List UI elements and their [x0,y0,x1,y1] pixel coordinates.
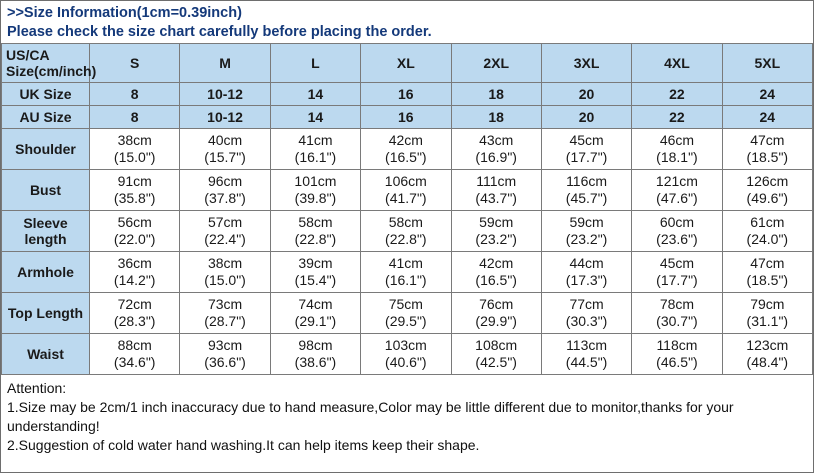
table-row-au-size [2,106,813,129]
value-cm: 121cm [655,173,698,189]
table-header-row-size [2,44,813,83]
value-inch: (16.9") [475,149,517,165]
bust-l [270,170,360,211]
size-header-2xl: 2XL [451,44,541,83]
shoulder-4xl [632,129,722,170]
value-inch: (46.5") [656,354,698,370]
shoulder-5xl [722,129,812,170]
value-inch: (15.7") [204,149,246,165]
waist-xl [361,334,451,375]
shoulder-s [90,129,180,170]
value-cm: 45cm [569,132,604,148]
value-cm: 93cm [207,337,243,353]
attention-block [1,375,813,472]
value-cm: 40cm [207,132,243,148]
bust-xl [361,170,451,211]
value-cm: 38cm [117,132,152,148]
au-size-4xl: 22 [632,106,722,129]
value-inch: (18.1") [656,149,698,165]
bust-m [180,170,270,211]
value-cm: 101cm [294,173,337,189]
value-cm: 123cm [746,337,789,353]
value-cm: 91cm [117,173,152,189]
uk-size-l: 14 [270,83,360,106]
sleeve-length-l [270,211,360,252]
value-inch: (36.6") [204,354,246,370]
value-inch: (22.4") [204,231,246,247]
uk-size-3xl: 20 [541,83,631,106]
measure-label-top-length: Top Length [2,293,90,334]
attention-line-1: 1.Size may be 2cm/1 inch inaccuracy due to hand measure,Color may be little different due to monitor,thanks for your understanding! [7,399,738,434]
value-cm: 36cm [117,255,152,271]
top-length-l [270,293,360,334]
value-inch: (16.5") [475,272,517,288]
top-length-3xl [541,293,631,334]
corner-label-text: US/CA Size(cm/inch) [6,46,97,79]
value-cm: 106cm [384,173,427,189]
waist-l [270,334,360,375]
value-cm: 78cm [659,296,695,312]
value-cm: 43cm [479,132,514,148]
value-cm: 38cm [207,255,243,271]
size-header-3xl: 3XL [541,44,631,83]
shoulder-l [270,129,360,170]
corner-label [2,44,97,83]
value-cm: 108cm [475,337,518,353]
waist-5xl [722,334,812,375]
uk-size-m: 10-12 [180,83,270,106]
size-check-instruction: Please check the size chart carefully before placing the order. [7,24,432,40]
armhole-xl [361,252,451,293]
shoulder-2xl [451,129,541,170]
value-cm: 96cm [207,173,243,189]
value-inch: (44.5") [565,354,608,370]
uk-size-4xl: 22 [632,83,722,106]
value-inch: (22.0") [113,231,156,247]
value-cm: 47cm [750,255,785,271]
bust-s [90,170,180,211]
value-inch: (35.8") [113,190,156,206]
value-cm: 46cm [659,132,695,148]
sleeve-length-m [180,211,270,252]
sleeve-length-4xl [632,211,722,252]
au-size-l: 14 [270,106,360,129]
value-cm: 44cm [569,255,604,271]
value-inch: (29.9") [475,313,517,329]
sleeve-length-s [90,211,180,252]
sleeve-length-2xl [451,211,541,252]
table-row-uk-size [2,83,813,106]
waist-m [180,334,270,375]
value-inch: (41.7") [385,190,427,206]
value-cm: 61cm [750,214,785,230]
shoulder-xl [361,129,451,170]
value-cm: 41cm [388,255,423,271]
value-inch: (40.6") [385,354,427,370]
armhole-3xl [541,252,631,293]
value-inch: (23.2") [475,231,517,247]
waist-2xl [451,334,541,375]
value-cm: 56cm [117,214,152,230]
bust-4xl [632,170,722,211]
size-information-heading: >>Size Information(1cm=0.39inch) [7,5,242,21]
table-row [2,170,813,211]
sleeve-length-3xl [541,211,631,252]
value-inch: (29.5") [385,313,427,329]
size-header-xl: XL [361,44,451,83]
table-row [2,252,813,293]
value-inch: (23.2") [565,231,608,247]
value-inch: (48.4") [746,354,789,370]
value-inch: (38.6") [294,354,337,370]
value-inch: (17.3") [565,272,608,288]
value-inch: (42.5") [475,354,517,370]
shoulder-m [180,129,270,170]
value-cm: 58cm [298,214,333,230]
waist-3xl [541,334,631,375]
value-inch: (18.5") [746,272,789,288]
value-cm: 98cm [298,337,333,353]
value-cm: 116cm [566,173,608,189]
table-row [2,129,813,170]
value-inch: (17.7") [656,272,698,288]
value-cm: 39cm [298,255,333,271]
armhole-m [180,252,270,293]
size-header-l: L [270,44,360,83]
uk-size-5xl: 24 [722,83,812,106]
au-size-label: AU Size [2,106,90,129]
value-cm: 118cm [656,337,698,353]
au-size-m: 10-12 [180,106,270,129]
value-inch: (15.0") [113,149,156,165]
value-cm: 45cm [659,255,695,271]
measure-label-bust: Bust [2,170,90,211]
value-inch: (15.0") [204,272,246,288]
value-cm: 74cm [298,296,333,312]
value-inch: (15.4") [294,272,337,288]
value-cm: 88cm [117,337,152,353]
value-inch: (14.2") [113,272,156,288]
value-cm: 76cm [479,296,514,312]
size-header-m: M [180,44,270,83]
armhole-s [90,252,180,293]
size-header-5xl: 5XL [722,44,812,83]
value-inch: (29.1") [294,313,337,329]
value-inch: (24.0") [746,231,789,247]
waist-s [90,334,180,375]
value-inch: (16.1") [385,272,427,288]
table-row [2,211,813,252]
measure-label-sleeve-length: Sleeve length [2,211,90,252]
value-cm: 47cm [750,132,785,148]
value-cm: 58cm [388,214,423,230]
value-inch: (47.6") [656,190,698,206]
value-cm: 42cm [479,255,514,271]
value-cm: 73cm [207,296,243,312]
top-length-m [180,293,270,334]
size-table-body [2,44,813,375]
armhole-5xl [722,252,812,293]
top-notes [1,1,813,43]
value-inch: (28.7") [204,313,246,329]
value-inch: (49.6") [746,190,789,206]
au-size-2xl: 18 [451,106,541,129]
uk-size-label: UK Size [2,83,90,106]
value-inch: (17.7") [565,149,608,165]
sleeve-length-5xl [722,211,812,252]
table-row [2,293,813,334]
au-size-s: 8 [90,106,180,129]
value-inch: (22.8") [294,231,337,247]
value-inch: (39.8") [294,190,337,206]
value-cm: 59cm [479,214,514,230]
value-inch: (16.1") [294,149,337,165]
value-cm: 77cm [569,296,604,312]
top-length-xl [361,293,451,334]
top-length-s [90,293,180,334]
value-cm: 126cm [746,173,789,189]
value-inch: (43.7") [475,190,517,206]
armhole-l [270,252,360,293]
armhole-2xl [451,252,541,293]
uk-size-xl: 16 [361,83,451,106]
au-size-xl: 16 [361,106,451,129]
bust-5xl [722,170,812,211]
value-inch: (18.5") [746,149,789,165]
value-cm: 75cm [388,296,423,312]
armhole-4xl [632,252,722,293]
attention-title: Attention: [7,380,67,396]
uk-size-s: 8 [90,83,180,106]
top-length-4xl [632,293,722,334]
au-size-5xl: 24 [722,106,812,129]
value-inch: (30.3") [565,313,608,329]
value-inch: (22.8") [385,231,427,247]
value-cm: 72cm [117,296,152,312]
value-inch: (28.3") [113,313,156,329]
table-row [2,334,813,375]
uk-size-2xl: 18 [451,83,541,106]
value-cm: 113cm [566,337,608,353]
waist-4xl [632,334,722,375]
shoulder-3xl [541,129,631,170]
value-inch: (31.1") [746,313,789,329]
size-header-4xl: 4XL [632,44,722,83]
sleeve-length-xl [361,211,451,252]
value-cm: 41cm [298,132,333,148]
measure-label-waist: Waist [2,334,90,375]
measure-label-shoulder: Shoulder [2,129,90,170]
top-length-5xl [722,293,812,334]
au-size-3xl: 20 [541,106,631,129]
bust-3xl [541,170,631,211]
value-cm: 57cm [207,214,243,230]
size-header-s: S [90,44,180,83]
value-inch: (23.6") [656,231,698,247]
size-table [1,43,813,375]
bust-2xl [451,170,541,211]
measure-label-armhole: Armhole [2,252,90,293]
value-cm: 60cm [659,214,695,230]
value-inch: (37.8") [204,190,246,206]
value-cm: 79cm [750,296,785,312]
value-cm: 42cm [388,132,423,148]
value-inch: (34.6") [113,354,156,370]
value-cm: 59cm [569,214,604,230]
attention-line-2: 2.Suggestion of cold water hand washing.It can help items keep their shape. [7,437,480,453]
top-length-2xl [451,293,541,334]
value-inch: (45.7") [565,190,608,206]
value-inch: (16.5") [385,149,427,165]
value-cm: 111cm [476,173,517,189]
value-inch: (30.7") [656,313,698,329]
value-cm: 103cm [384,337,427,353]
